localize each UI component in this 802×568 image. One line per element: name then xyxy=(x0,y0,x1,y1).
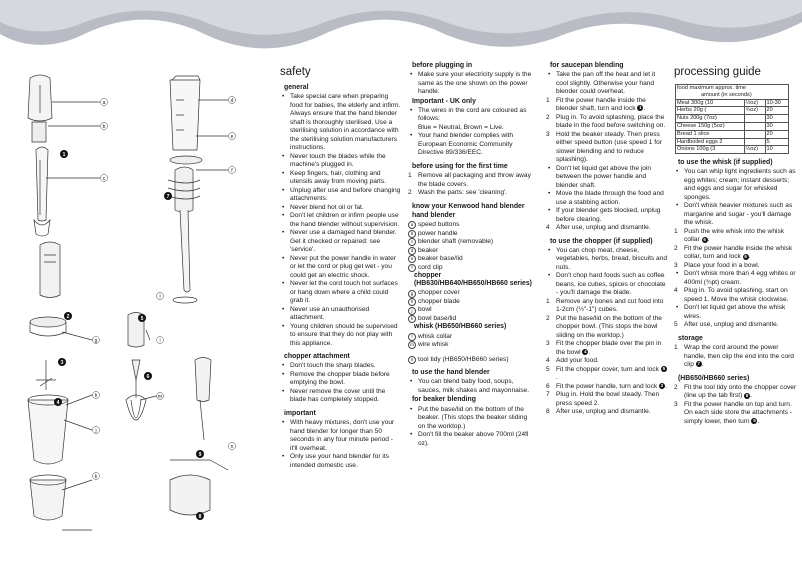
part-item xyxy=(408,221,532,230)
list-item: • Never remove the cover until the blade has completely stopped. xyxy=(280,388,402,405)
list-item: • Young children should be supervised to ensure that they do not play with this appliance. xyxy=(280,323,402,349)
label-g: g xyxy=(94,338,98,344)
part-letter: g xyxy=(408,290,416,298)
label-d: d xyxy=(230,98,234,104)
part-label: chopper cover xyxy=(418,289,460,297)
storage-models-heading: (HB650/HB660 series) xyxy=(678,374,750,382)
list-item: • Remove the chopper blade before emptying the bowl. xyxy=(280,371,402,388)
part-item xyxy=(408,306,532,315)
label-c: c xyxy=(102,176,106,182)
saucepan-steps xyxy=(546,97,668,165)
list-item: • You can whip light ingredients such as egg whites; cream; instant desserts; and eggs and sugar for whisked sponges. xyxy=(674,168,798,202)
part-item xyxy=(408,264,532,273)
part-letter: m xyxy=(408,341,416,349)
cell-food: Nuts 200g (7oz) xyxy=(676,115,745,123)
cell-time: 10-30 xyxy=(765,99,788,107)
beaker-item-2: • Don't fill the beaker above 700ml (24fl oz). xyxy=(408,431,532,448)
storage-badge-8: 8 xyxy=(745,392,749,398)
blending-column xyxy=(546,62,668,417)
cell-time: 30 xyxy=(765,122,788,130)
part-label: tool tidy (HB650/HB660 series) xyxy=(418,355,509,363)
step-item: 1 Push the wire whisk into the whisk collar 6 . xyxy=(674,227,785,244)
table-row xyxy=(676,107,789,115)
step-item: 6 Fit the power handle, turn and lock 2 . xyxy=(546,382,667,390)
part-item xyxy=(408,356,532,365)
step-badge: 4 xyxy=(584,349,587,355)
step-item: 3 Fit the chopper blade over the pin in the bowl 4 . xyxy=(546,340,662,356)
chopper-models-heading: chopper (HB630/HB640/HB650/HB660 series) xyxy=(414,272,532,288)
chopper-parts xyxy=(408,289,532,323)
important-heading: important xyxy=(284,409,316,417)
use-chopper-heading: to use the chopper (if supplied) xyxy=(550,237,653,245)
whisk-step-5: 5 After use, unplug and dismantle. xyxy=(674,321,779,329)
chopper-attachment-heading: chopper attachment xyxy=(284,353,350,361)
step-item: 7 Plug in. Hold the bowl steady. Then press speed 2. xyxy=(546,391,660,407)
part-item xyxy=(408,247,532,256)
storage-badge-9: 9 xyxy=(753,418,756,424)
label-l: l xyxy=(159,294,161,300)
wave-banner xyxy=(0,0,802,60)
storage-step-3: 3 Fit the power handle on top and turn. On each side store the attachments - simply lower, then turn 9 . xyxy=(674,400,793,425)
part-letter: a xyxy=(408,221,416,229)
important-uk-heading: Important - UK only xyxy=(412,97,476,105)
list-item: • Never put the power handle in water or let the cord or plug get wet - you could get an electric shock. xyxy=(280,255,402,281)
beaker-item-1: • Put the base/lid on the bottom of the beaker. (This stops the beaker sliding on the worktop.) xyxy=(408,406,532,432)
figure-labels xyxy=(93,97,236,481)
step-item: 2 Plug in. To avoid splashing, place the blade in the food before switching on. xyxy=(546,113,666,130)
number-5: 5 xyxy=(140,316,144,322)
number-4: 4 xyxy=(56,400,60,406)
chopper-safety-list xyxy=(280,362,402,405)
tool-tidy-parts xyxy=(408,356,532,365)
label-k: k xyxy=(94,474,98,480)
use-hand-blender-heading: to use the hand blender xyxy=(412,369,490,377)
part-label: power handle xyxy=(418,229,458,237)
before-plugging-heading: before plugging in xyxy=(412,62,473,69)
label-i: i xyxy=(159,338,161,344)
table-header-row xyxy=(676,85,789,100)
list-item: • Never touch the blades while the machine's plugged in. xyxy=(280,153,402,170)
label-f: f xyxy=(231,168,233,174)
part-letter: f xyxy=(408,264,416,272)
list-item: • Only use your hand blender for its intended domestic use. xyxy=(280,453,402,470)
list-item: • Don't whisk more than 4 egg whites or 400ml (¾pt) cream. xyxy=(674,270,798,287)
step-badge: 6 xyxy=(744,253,747,259)
part-letter: b xyxy=(408,230,416,238)
list-item: • Never blend hot oil or fat. xyxy=(280,204,402,213)
list-item: • Don't whisk heavier mixtures such as margarine and sugar - you'll damage the whisk. xyxy=(674,202,798,228)
number-8: 8 xyxy=(198,514,202,520)
cell-food: Hardboiled eggs 2 xyxy=(676,138,745,146)
number-9: 9 xyxy=(198,452,202,458)
cord-wrap-drawing xyxy=(168,167,200,303)
step-item: 3 Place your food in a bowl. xyxy=(674,261,760,269)
step-item: 2 Put the base/lid on the bottom of the chopper bowl. (This stops the bowl sliding on the worktop.) xyxy=(546,314,662,339)
use-hand-blender-item: • You can blend baby food, soups, sauces, milk shakes and mayonnaise. xyxy=(408,378,532,395)
first-time-heading: before using for the first time xyxy=(412,162,508,170)
cell-food: Cheese 150g (5oz) xyxy=(676,122,745,130)
list-item: • Don't let liquid get above the join between the power handle and blender shaft. xyxy=(546,165,668,191)
step-badge: 5 xyxy=(662,366,666,372)
list-item: • You can chop meat, cheese, vegetables, herbs, bread, biscuits and nuts. xyxy=(546,247,668,273)
part-letter: l xyxy=(408,333,416,341)
whisk-steps-b xyxy=(674,287,798,304)
hand-blender-heading: hand blender xyxy=(412,211,456,219)
part-item xyxy=(408,289,532,298)
label-m: m xyxy=(157,394,163,400)
step-item: 2 Fit the power handle inside the whisk collar, turn and lock 6 . xyxy=(674,244,793,261)
general-heading: general xyxy=(284,84,309,91)
part-item xyxy=(408,315,532,324)
cell-fraction xyxy=(744,115,765,123)
part-letter: e xyxy=(408,255,416,263)
first-time-step-2: 2 Wash the parts: see 'cleaning'. xyxy=(408,189,508,197)
part-letter: c xyxy=(408,238,416,246)
table-row xyxy=(676,138,789,146)
step-badge: 2 xyxy=(660,383,664,389)
table-row xyxy=(676,99,789,107)
label-b: b xyxy=(102,124,106,130)
table-row xyxy=(676,122,789,130)
safety-title: safety xyxy=(280,66,311,78)
cell-food: Herbs 20g ( xyxy=(676,107,745,115)
list-item: • Don't chop hard foods such as coffee beans, ice cubes, spices or chocolate - you'll damage the blade. xyxy=(546,272,668,298)
number-3: 3 xyxy=(60,360,64,366)
step-item: 5 Fit the chopper cover, turn and lock 5. xyxy=(546,365,666,382)
part-letter: n xyxy=(408,356,416,364)
chopper-steps xyxy=(546,298,668,417)
list-item: • Don't let liquid get above the whisk wires. xyxy=(674,304,798,321)
part-label: cord clip xyxy=(418,263,443,271)
processing-guide-title: processing guide xyxy=(674,66,761,78)
whisk-parts xyxy=(408,333,532,350)
list-item: • Never use a damaged hand blender. Get it checked or repaired: see 'service'. xyxy=(280,229,402,255)
list-item: • Keep fingers, hair, clothing and utensils away from moving parts. xyxy=(280,170,402,187)
table-row xyxy=(676,130,789,138)
cell-fraction xyxy=(744,138,765,146)
part-label: wire whisk xyxy=(418,341,449,349)
whisk-models-heading: whisk (HB650/HB660 series) xyxy=(414,323,507,331)
storage-heading: storage xyxy=(678,334,703,342)
cell-food: Meat 300g (10 xyxy=(676,99,745,107)
saucepan-item: • Take the pan off the heat and let it cool slightly. Otherwise your hand blender could overheat. xyxy=(546,71,668,97)
step-item: 3 Hold the beaker steady. Then press either speed button (use speed 1 for slower blending and to reduce splashing). xyxy=(546,130,662,164)
list-item: • If your blender gets blocked, unplug before clearing. xyxy=(546,207,668,224)
whisk-steps-a xyxy=(674,228,798,271)
list-item: • Don't let children or infirm people use the hand blender without supervision. xyxy=(280,212,402,229)
cell-time: 5 xyxy=(765,138,788,146)
saucepan-tips xyxy=(546,165,668,225)
beaker-drawing xyxy=(170,76,202,164)
table-row xyxy=(676,115,789,123)
part-label: beaker xyxy=(418,246,439,254)
before-plugging-item: • Make sure your electricity supply is the same as the one shown on the power handle. xyxy=(408,71,532,97)
storage-step-1: 1 Wrap the cord around the power handle, then clip the end into the cord clip 7 . xyxy=(674,344,794,369)
step-item: 4 Plug in. To avoid splashing, start on speed 1. Move the whisk clockwise. xyxy=(674,287,789,303)
part-label: beaker base/lid xyxy=(418,255,463,263)
cell-time: 20 xyxy=(765,130,788,138)
part-label: speed buttons xyxy=(418,221,460,229)
saucepan-heading: for saucepan blending xyxy=(550,62,624,69)
part-letter: h xyxy=(408,298,416,306)
whisk-drawing xyxy=(126,313,146,421)
hand-blender-drawing xyxy=(28,75,52,236)
cell-fraction: ½oz) xyxy=(744,99,765,107)
cell-fraction: ¾oz) xyxy=(744,107,765,115)
step-item: 8 After use, unplug and dismantle. xyxy=(546,408,651,416)
cell-food: Bread 1 slice xyxy=(676,130,745,138)
label-h: h xyxy=(94,393,98,399)
processing-column xyxy=(674,62,798,426)
list-item: • Never use an unauthorised attachment. xyxy=(280,306,402,323)
storage-step-2: 2 Fit the tool tidy onto the chopper cover (line up the tab first) 8 . xyxy=(674,383,797,400)
number-2: 2 xyxy=(66,314,70,320)
cell-fraction: ½oz) xyxy=(744,146,765,154)
cell-time: 20 xyxy=(765,107,788,115)
beaker-blending-heading: for beaker blending xyxy=(412,396,476,404)
processing-guide-table xyxy=(675,84,789,154)
whisk-tips-c xyxy=(674,304,798,321)
know-heading: know your Kenwood hand blender xyxy=(412,202,525,210)
header-max: maximum approx. time xyxy=(689,85,747,91)
list-item: • With heavy mixtures, don't use your hand blender for longer than 50 seconds in any four minute period - it'll overheat. xyxy=(280,419,402,453)
chopper-tips xyxy=(546,247,668,298)
cell-time: 10 xyxy=(765,146,788,154)
uk-wires-item: • The wires in the cord are coloured as follows: Blue = Neutral, Brown = Live. xyxy=(408,107,532,133)
tool-tidy-drawing xyxy=(170,358,211,516)
important-list xyxy=(280,419,402,470)
part-item xyxy=(408,333,532,342)
header-amount: amount (in seconds) xyxy=(701,91,752,98)
number-1: 1 xyxy=(62,152,66,158)
step-badge: 1 xyxy=(639,105,642,111)
step-item: 4 Add your food. xyxy=(546,357,599,365)
list-item: • Never let the cord touch hot surfaces or hang down where a child could grab it. xyxy=(280,280,402,306)
part-label: chopper blade xyxy=(418,297,460,305)
cell-fraction xyxy=(744,130,765,138)
whisk-tips xyxy=(674,168,798,228)
part-letter: d xyxy=(408,247,416,255)
first-time-step-1: 1 Remove all packaging and throw away the blade covers. xyxy=(408,172,531,188)
power-handle-drawing xyxy=(40,242,60,298)
part-label: bowl xyxy=(418,306,432,314)
list-item: • Move the blade through the food and use a stabbing action. xyxy=(546,190,668,207)
part-letter: j xyxy=(408,307,416,315)
storage-badge-7: 7 xyxy=(697,361,700,367)
part-label: bowl base/lid xyxy=(418,314,457,322)
part-item xyxy=(408,230,532,239)
number-7: 7 xyxy=(166,194,170,200)
general-list xyxy=(280,93,402,348)
step-item: 1 Fit the power handle inside the blender shaft, turn and lock 1 . xyxy=(546,96,646,113)
list-item: • Don't touch the sharp blades. xyxy=(280,362,402,371)
part-letter: k xyxy=(408,315,416,323)
part-label: blender shaft (removable) xyxy=(418,238,494,246)
part-item xyxy=(408,341,532,350)
list-item: • Unplug after use and before changing attachments. xyxy=(280,187,402,204)
setup-column xyxy=(408,62,532,448)
uk-directive-item: • Your hand blender complies with European Economic Community Directive 89/336/EEC. xyxy=(408,132,532,158)
part-label: whisk collar xyxy=(418,332,453,340)
cell-time: 30 xyxy=(765,115,788,123)
header-food: food xyxy=(677,85,688,91)
cell-food: Onions 100g (3 xyxy=(676,146,745,154)
list-item: • Take special care when preparing food for babies, the elderly and infirm. Always ensure that the hand blender shaft is thoroughly sterilised. Use a sterilising solution in accordance with the sterilising solution manufacturers instructions. xyxy=(280,93,402,153)
hand-blender-parts xyxy=(408,221,532,272)
appliance-illustrations xyxy=(0,60,275,568)
use-whisk-heading: to use the whisk (if supplied) xyxy=(678,159,773,167)
part-item xyxy=(408,255,532,264)
saucepan-step-4: 4 After use, unplug and dismantle. xyxy=(546,224,651,232)
number-6: 6 xyxy=(146,374,150,380)
label-a: a xyxy=(102,100,106,106)
label-n: n xyxy=(230,444,234,450)
chopper-drawing xyxy=(28,317,68,520)
label-j: j xyxy=(95,428,97,434)
cell-fraction xyxy=(744,122,765,130)
step-badge: 6 xyxy=(703,236,706,242)
label-e: e xyxy=(230,134,234,140)
part-item xyxy=(408,298,532,307)
table-row xyxy=(676,146,789,154)
step-item: 1 Remove any bones and cut food into 1-2cm (½"-1") cubes. xyxy=(546,297,664,314)
safety-column xyxy=(280,62,402,470)
whisk-tips-b xyxy=(674,270,798,287)
part-item xyxy=(408,238,532,247)
